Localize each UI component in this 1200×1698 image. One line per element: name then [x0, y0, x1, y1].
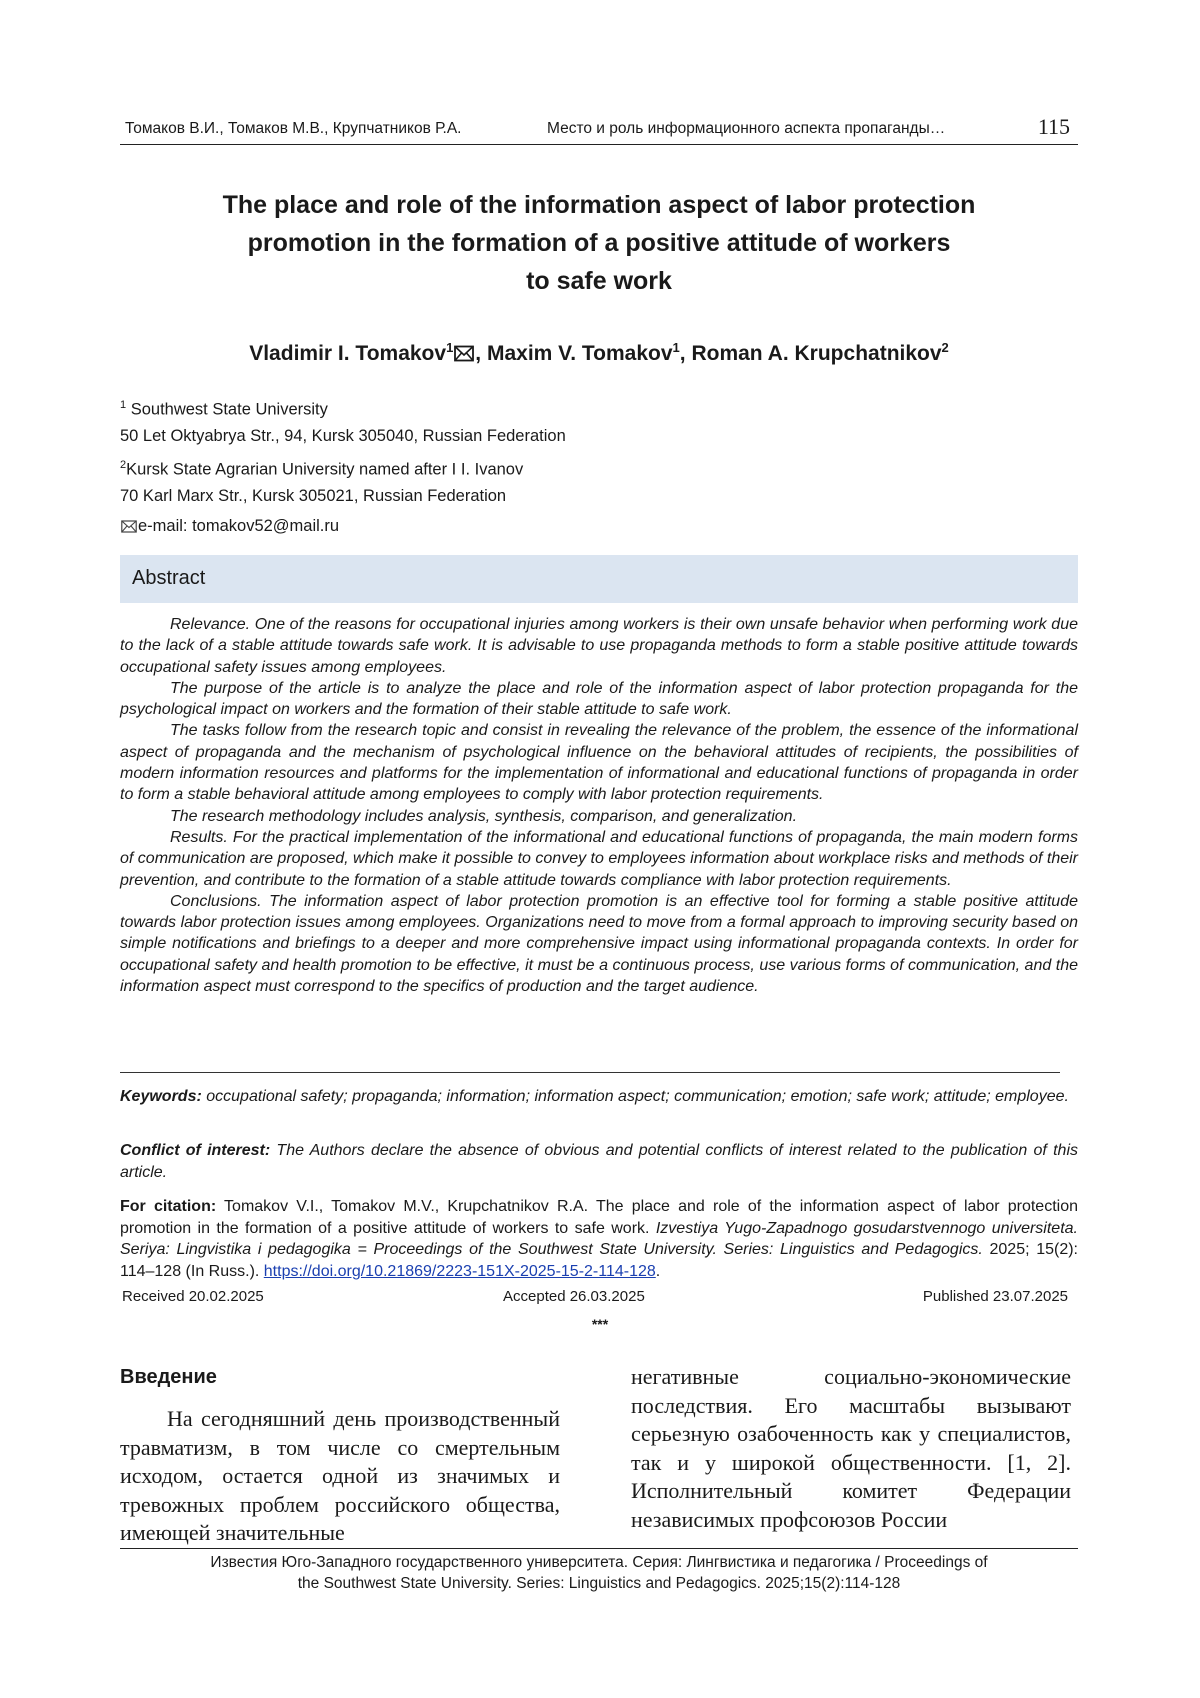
running-head-authors: Томаков В.И., Томаков М.В., Крупчатников Р.А. — [125, 120, 462, 137]
contact-email — [120, 513, 339, 541]
keywords-text: occupational safety; propaganda; information; information aspect; communication; emotion; safe work; attitude; employee. — [201, 1088, 1069, 1105]
abstract-paragraph: The purpose of the article is to analyze the place and role of the information aspect of labor protection propaganda for the psychological impact on workers and the formation of their stable attitude to safe work. — [120, 679, 1078, 719]
email-text: e-mail: tomakov52@mail.ru — [138, 517, 340, 535]
author-name: Vladimir I. Tomakov — [249, 342, 447, 365]
affiliation-mark: 2 — [941, 340, 949, 355]
abstract-heading: Abstract — [132, 567, 206, 589]
title-line: to safe work — [526, 267, 672, 295]
affiliation-name: Kursk State Agrarian University named after I I. Ivanov — [126, 460, 524, 479]
abstract-paragraph: The research methodology includes analysis, synthesis, comparison, and generalization. — [170, 807, 798, 825]
author-separator: , — [475, 342, 487, 365]
accepted-date: Accepted 26.03.2025 — [503, 1288, 645, 1305]
affiliation-address: 70 Karl Marx Str., Kursk 305021, Russian Federation — [120, 486, 507, 505]
abstract-heading-band — [120, 555, 1078, 603]
body-paragraph: На сегодняшний день производственный травматизм, в том числе со смертельным исходом, остается одной из значимых и тревожных проблем российского общества, имеющей значительные — [120, 1406, 560, 1545]
citation-text: Tomakov V.I., Tomakov M.V., Krupchatnikov R.A. The place and role of the information aspect of labor protection promotion in the formation of a positive attitude of workers to safe work. — [120, 1198, 1078, 1237]
citation-journal: Izvestiya Yugo-Zapadnogo gosudarstvennogo universiteta. Seriya: Lingvistika i pedagogika = Proceedings of the Southwest State University. Series: Linguistics and Pedagogics. — [120, 1219, 1078, 1258]
footer-line: the Southwest State University. Series: Linguistics and Pedagogics. 2025;15(2):114-128 — [297, 1575, 901, 1592]
affiliation-name: Southwest State University — [126, 400, 328, 419]
abstract-paragraph: Results. For the practical implementation of the informational and educational functions of propaganda, the main modern forms of communication are proposed, which make it possible to convey to employees information about workplace risks and methods of their prevention, and contribute to the formation of a stable attitude towards compliance with labor protection requirements. — [120, 828, 1078, 889]
author-name: Maxim V. Tomakov — [486, 342, 673, 365]
abstract-body — [120, 614, 1078, 997]
published-date: Published 23.07.2025 — [922, 1288, 1068, 1305]
body-column-left — [120, 1405, 560, 1548]
affiliation-mark: 1 — [120, 399, 127, 411]
abstract-paragraph: The tasks follow from the research topic and consist in revealing the relevance of the problem, the essence of the informational aspect of propaganda and the mechanism of psychological influence on the behavioral attitudes of recipients, the possibilities of modern information resources and platforms for the implementation of informational and educational functions of propaganda in order to form a stable behavioral attitude among employees to comply with labor protection requirements. — [120, 722, 1078, 804]
section-separator: *** — [591, 1316, 609, 1332]
conflict-of-interest — [120, 1140, 1078, 1183]
affiliation-address: 50 Let Oktyabrya Str., 94, Kursk 305040, Russian Federation — [120, 426, 566, 445]
citation-issue: 2025; 15(2): 114–128 (In Russ.). — [120, 1241, 1078, 1280]
abstract-paragraph: Conclusions. The information aspect of labor protection promotion is an effective tool for forming a stable positive attitude towards labor protection issues among employees. Organizations need to move from a formal approach to improving security based on simple notifications and briefings to a deeper and more comprehensive impact using informational propaganda contexts. In order for occupational safety and health promotion to be effective, it must be a continuous process, use various forms of communication, and the information aspect must correspond to the specifics of production and the target audience. — [120, 892, 1078, 996]
section-heading: Введение — [120, 1366, 217, 1388]
affiliation — [120, 392, 566, 449]
page-number: 115 — [1037, 114, 1070, 139]
running-head-title: Место и роль информационного аспекта пропаганды… — [547, 120, 946, 137]
envelope-icon — [121, 515, 137, 541]
envelope-icon — [454, 344, 474, 368]
body-paragraph: негативные социально-экономические последствия. Его масштабы вызывают серьезную озабоченность как у специалистов, так и у широкой общественности. [1, 2]. Исполнительный комитет Федерации независимых профсоюзов России — [631, 1364, 1071, 1532]
article-dates — [120, 1288, 1068, 1308]
citation-label: For citation: — [120, 1198, 217, 1215]
affiliation-mark: 1 — [446, 340, 454, 355]
abstract-paragraph: Relevance. One of the reasons for occupational injuries among workers is their own unsafe behavior when performing work due to the lack of a stable attitude towards safe work. It is advisable to use propaganda methods to form a stable positive attitude towards occupational safety issues among employees. — [120, 616, 1078, 676]
conflict-text: The Authors declare the absence of obvious and potential conflicts of interest related to the publication of this article. — [120, 1142, 1078, 1181]
title-line: The place and role of the information aspect of labor protection — [222, 191, 976, 219]
body-column-right — [631, 1363, 1071, 1534]
title-line: promotion in the formation of a positive attitude of workers — [247, 229, 951, 257]
citation — [120, 1196, 1078, 1282]
page-footer — [120, 1548, 1078, 1594]
keywords — [120, 1086, 1078, 1108]
author-name: Roman A. Krupchatnikov — [691, 342, 942, 365]
citation-end: . — [655, 1262, 661, 1280]
footer-line: Известия Юго-Западного государственного университета. Серия: Лингвистика и педагогика / Proceedings of — [210, 1554, 988, 1571]
received-date: Received 20.02.2025 — [122, 1288, 264, 1305]
divider — [120, 1072, 1060, 1073]
affiliation-mark: 2 — [120, 459, 127, 471]
conflict-label: Conflict of interest: — [120, 1142, 271, 1159]
article-title — [120, 186, 1078, 300]
keywords-label: Keywords: — [120, 1088, 202, 1105]
author-separator: , — [679, 342, 692, 365]
affiliation-mark: 1 — [672, 340, 680, 355]
doi-link[interactable]: https://doi.org/10.21869/2223-151X-2025-15-2-114-128 — [263, 1262, 656, 1280]
running-head — [120, 116, 1078, 145]
author-list — [120, 340, 1078, 368]
affiliation — [120, 452, 523, 509]
